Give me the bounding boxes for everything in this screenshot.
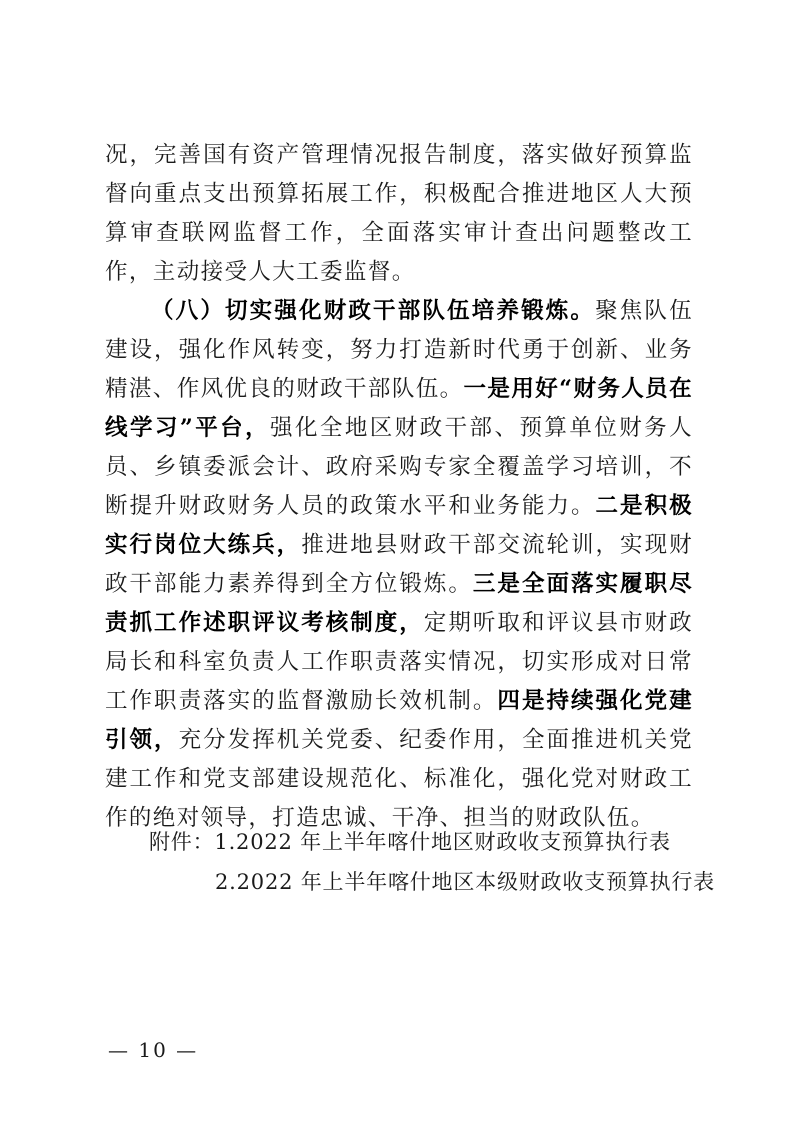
section-8-point-4: 四是持续强化党建引领，	[105, 688, 694, 753]
attachments-label: 附件：	[149, 830, 215, 854]
section-8-heading: （八）切实强化财政干部队伍培养锻炼。	[151, 298, 596, 324]
attachment-line-2	[149, 862, 715, 902]
section-8-text-3: 推进地县财政干部交流轮训，实现财政干部能力素养得到全方位锻炼。	[105, 532, 694, 597]
paragraph-continuation: 况，完善国有资产管理情况报告制度，落实做好预算监督向重点支出预算拓展工作，积极配合推进地区人大预算审查联网监督工作，全面落实审计查出问题整改工作，主动接受人大工委监督。	[105, 142, 693, 285]
attachment-item-2: 2.2022 年上半年喀什地区本级财政收支预算执行表	[215, 870, 715, 894]
section-8-point-1: 一是用好“财务人员在线学习”平台，	[105, 376, 693, 441]
section-8-paragraph	[105, 292, 693, 838]
document-body	[105, 136, 693, 838]
section-8-text-1: 聚焦队伍建设，强化作风转变，努力打造新时代勇于创新、业务精湛、作风优良的财政干部队伍。	[105, 298, 693, 402]
page-number: — 10 —	[108, 1038, 199, 1062]
section-8-text-2: 强化全地区财政干部、预算单位财务人员、乡镇委派会计、政府采购专家全覆盖学习培训，不断提升财政财务人员的政策水平和业务能力。	[105, 415, 693, 519]
attachment-item-1: 1.2022 年上半年喀什地区财政收支预算执行表	[214, 830, 671, 854]
section-8-point-2: 二是积极实行岗位大练兵，	[105, 493, 693, 558]
section-8-text-5: 充分发挥机关党委、纪委作用，全面推进机关党建工作和党支部建设规范化、标准化，强化党对财政工作的绝对领导，打造忠诚、干净、担当的财政队伍。	[105, 727, 693, 831]
attachments-list	[149, 822, 715, 902]
section-8-text-4: 定期听取和评议县市财政局长和科室负责人工作职责落实情况，切实形成对日常工作职责落实的监督激励长效机制。	[105, 610, 694, 714]
attachment-line-1	[149, 822, 715, 862]
section-8-point-3: 三是全面落实履职尽责抓工作述职评议考核制度，	[105, 571, 693, 636]
